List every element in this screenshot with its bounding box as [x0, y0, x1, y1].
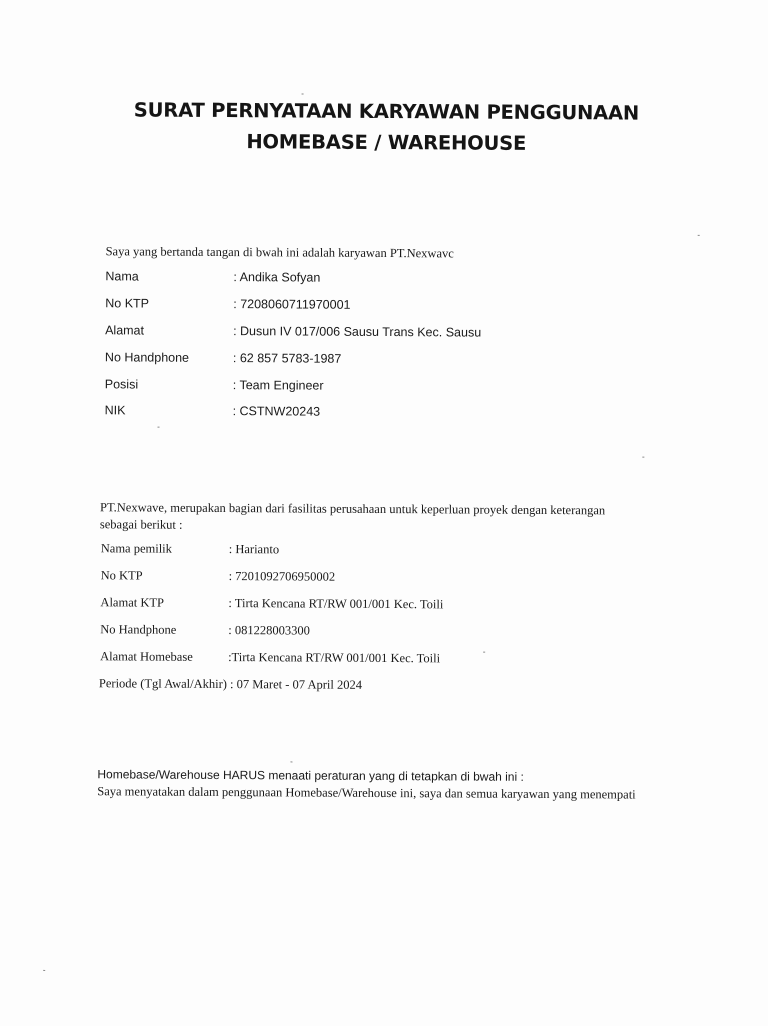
field-value: : Team Engineer	[232, 378, 324, 393]
field-label: No KTP	[100, 568, 143, 583]
facility-intro: PT.Nexwave, merupakan bagian dari fasilitas perusahaan untuk keperluan proyek dengan keterangan sebagai berikut :	[99, 500, 606, 532]
field-value: : Dusun IV 017/006 Sausu Trans Kec. Sausu	[233, 324, 482, 340]
field-value: : Harianto	[228, 542, 280, 557]
field-value: : 62 857 5783-1987	[232, 351, 342, 366]
field-value: : 081228003300	[228, 623, 310, 638]
field-label: Alamat Homebase	[100, 649, 193, 664]
scan-speck	[43, 970, 45, 971]
field-value: : 7208060711970001	[233, 297, 351, 312]
scan-speck	[158, 427, 160, 428]
period-label: Periode (Tgl Awal/Akhir)	[98, 676, 227, 692]
field-value: : CSTNW20243	[232, 404, 321, 419]
period-value: : 07 Maret - 07 April 2024	[230, 677, 363, 692]
rules-heading: Homebase/Warehouse HARUS menaati peraturan yang di tetapkan di bwah ini :	[97, 767, 524, 784]
document-title-line-1: SURAT PERNYATAAN KARYAWAN PENGGUNAAN	[133, 98, 640, 125]
field-value: : 7201092706950002	[228, 569, 336, 584]
document-title-line-2: HOMEBASE / WAREHOUSE	[246, 130, 527, 155]
scan-speck	[302, 93, 304, 94]
field-label: Nama	[105, 269, 139, 284]
intro-statement: Saya yang bertanda tangan di bwah ini adalah karyawan PT.Nexwavc	[105, 244, 454, 261]
field-value: :Tirta Kencana RT/RW 001/001 Kec. Toili	[228, 650, 441, 666]
field-value: : Tirta Kencana RT/RW 001/001 Kec. Toili	[228, 596, 444, 612]
scan-speck	[483, 652, 485, 653]
field-label: No KTP	[105, 296, 150, 311]
scan-speck	[642, 457, 644, 458]
period-row	[99, 676, 362, 693]
field-label: No Handphone	[100, 622, 177, 637]
field-label: Posisi	[104, 377, 139, 392]
field-label: NIK	[104, 403, 126, 418]
field-label: No Handphone	[104, 350, 190, 365]
field-label: Nama pemilik	[100, 541, 172, 556]
field-value: : Andika Sofyan	[233, 270, 321, 285]
field-label: Alamat	[105, 323, 145, 338]
rules-text: Saya menyatakan dalam penggunaan Homebase/Warehouse ini, saya dan semua karyawan yang menempati	[97, 784, 636, 802]
scan-speck	[698, 235, 700, 236]
field-label: Alamat KTP	[100, 595, 165, 610]
scan-speck	[290, 761, 292, 762]
